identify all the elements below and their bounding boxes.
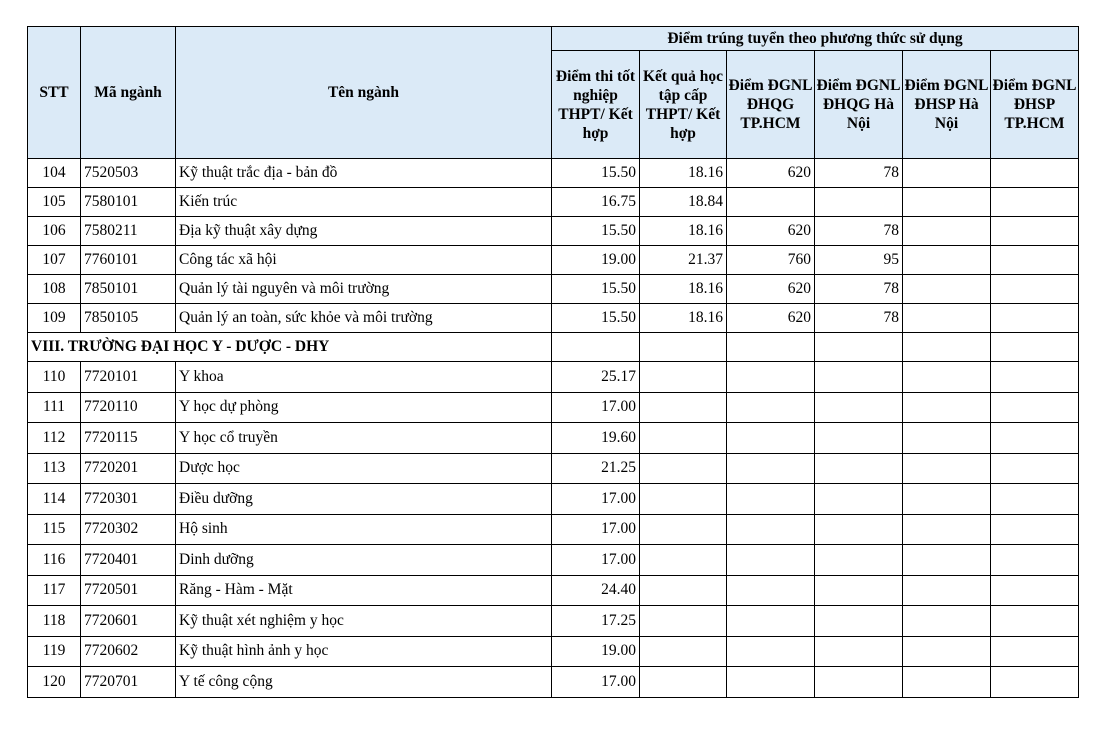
score-dgnl-hn-cell	[815, 484, 903, 515]
score-thpt-cell: 17.00	[552, 545, 640, 576]
stt-cell: 106	[28, 217, 81, 246]
table-row	[28, 275, 1079, 304]
score-dhsp-hn-cell	[903, 362, 991, 393]
stt-cell: 109	[28, 304, 81, 333]
score-dhsp-hn-cell	[903, 246, 991, 275]
score-thpt-cell: 17.00	[552, 514, 640, 545]
score-dgnl-hn-cell	[815, 362, 903, 393]
name-cell: Y học dự phòng	[176, 392, 552, 423]
score-hoc-ba-cell	[640, 545, 727, 576]
score-dhsp-hcm-cell	[991, 667, 1079, 698]
score-thpt-cell: 17.00	[552, 667, 640, 698]
empty-cell	[991, 333, 1079, 362]
name-cell: Y tế công cộng	[176, 667, 552, 698]
code-cell: 7720401	[81, 545, 176, 576]
score-hoc-ba-cell	[640, 362, 727, 393]
score-thpt-cell: 17.00	[552, 392, 640, 423]
stt-cell: 118	[28, 606, 81, 637]
table-row	[28, 545, 1079, 576]
score-dgnl-hcm-cell	[727, 667, 815, 698]
code-cell: 7720201	[81, 453, 176, 484]
table-row	[28, 246, 1079, 275]
score-dhsp-hn-cell	[903, 217, 991, 246]
score-dgnl-hn-cell	[815, 606, 903, 637]
score-dgnl-hcm-cell	[727, 392, 815, 423]
score-hoc-ba-cell: 21.37	[640, 246, 727, 275]
table-row	[28, 575, 1079, 606]
stt-cell: 114	[28, 484, 81, 515]
score-dhsp-hcm-cell	[991, 636, 1079, 667]
table-row	[28, 667, 1079, 698]
score-hoc-ba-cell	[640, 514, 727, 545]
table-row	[28, 423, 1079, 454]
header-method-group: Điểm trúng tuyển theo phương thức sử dụng	[552, 27, 1079, 51]
table-row	[28, 304, 1079, 333]
stt-cell: 116	[28, 545, 81, 576]
score-dgnl-hcm-cell: 620	[727, 304, 815, 333]
code-cell: 7720601	[81, 606, 176, 637]
name-cell: Công tác xã hội	[176, 246, 552, 275]
stt-cell: 107	[28, 246, 81, 275]
score-dhsp-hn-cell	[903, 484, 991, 515]
score-dgnl-hn-cell	[815, 636, 903, 667]
header-method-dgnl-hn: Điểm ĐGNL ĐHQG Hà Nội	[815, 51, 903, 159]
table-row	[28, 514, 1079, 545]
name-cell: Kỹ thuật xét nghiệm y học	[176, 606, 552, 637]
score-dhsp-hcm-cell	[991, 304, 1079, 333]
score-dhsp-hn-cell	[903, 392, 991, 423]
score-dhsp-hn-cell	[903, 159, 991, 188]
table-row	[28, 217, 1079, 246]
score-dhsp-hcm-cell	[991, 217, 1079, 246]
score-hoc-ba-cell: 18.16	[640, 304, 727, 333]
score-dgnl-hcm-cell	[727, 575, 815, 606]
score-dhsp-hn-cell	[903, 188, 991, 217]
header-method-thpt: Điểm thi tốt nghiệp THPT/ Kết hợp	[552, 51, 640, 159]
table-row	[28, 392, 1079, 423]
section-title: VIII. TRƯỜNG ĐẠI HỌC Y - DƯỢC - DHY	[28, 333, 552, 362]
name-cell: Địa kỹ thuật xây dựng	[176, 217, 552, 246]
score-hoc-ba-cell	[640, 423, 727, 454]
score-thpt-cell: 15.50	[552, 304, 640, 333]
score-dhsp-hn-cell	[903, 453, 991, 484]
score-dhsp-hn-cell	[903, 636, 991, 667]
score-dhsp-hcm-cell	[991, 545, 1079, 576]
score-dhsp-hcm-cell	[991, 423, 1079, 454]
score-dgnl-hn-cell	[815, 392, 903, 423]
name-cell: Dược học	[176, 453, 552, 484]
score-hoc-ba-cell: 18.84	[640, 188, 727, 217]
score-dhsp-hn-cell	[903, 575, 991, 606]
score-dhsp-hcm-cell	[991, 275, 1079, 304]
name-cell: Điều dưỡng	[176, 484, 552, 515]
score-dgnl-hcm-cell	[727, 423, 815, 454]
name-cell: Quản lý tài nguyên và môi trường	[176, 275, 552, 304]
code-cell: 7520503	[81, 159, 176, 188]
score-dgnl-hcm-cell: 620	[727, 159, 815, 188]
score-dhsp-hcm-cell	[991, 362, 1079, 393]
score-dgnl-hcm-cell: 620	[727, 217, 815, 246]
name-cell: Y học cổ truyền	[176, 423, 552, 454]
table-row	[28, 159, 1079, 188]
header-method-dhsp-hcm: Điểm ĐGNL ĐHSP TP.HCM	[991, 51, 1079, 159]
score-hoc-ba-cell	[640, 636, 727, 667]
admission-scores-table	[27, 26, 1079, 698]
score-dhsp-hcm-cell	[991, 606, 1079, 637]
score-dgnl-hn-cell: 78	[815, 304, 903, 333]
score-dgnl-hcm-cell	[727, 484, 815, 515]
score-dhsp-hn-cell	[903, 423, 991, 454]
score-dhsp-hcm-cell	[991, 159, 1079, 188]
score-thpt-cell: 24.40	[552, 575, 640, 606]
score-dgnl-hcm-cell	[727, 453, 815, 484]
score-dgnl-hn-cell	[815, 453, 903, 484]
score-dgnl-hcm-cell	[727, 188, 815, 217]
stt-cell: 113	[28, 453, 81, 484]
score-thpt-cell: 15.50	[552, 275, 640, 304]
score-hoc-ba-cell	[640, 667, 727, 698]
score-thpt-cell: 19.00	[552, 246, 640, 275]
score-thpt-cell: 19.60	[552, 423, 640, 454]
score-dhsp-hn-cell	[903, 304, 991, 333]
table-row	[28, 188, 1079, 217]
code-cell: 7720701	[81, 667, 176, 698]
name-cell: Kỹ thuật hình ảnh y học	[176, 636, 552, 667]
score-hoc-ba-cell	[640, 484, 727, 515]
score-thpt-cell: 25.17	[552, 362, 640, 393]
header-method-dgnl-hcm: Điểm ĐGNL ĐHQG TP.HCM	[727, 51, 815, 159]
score-dgnl-hcm-cell	[727, 362, 815, 393]
score-dhsp-hcm-cell	[991, 514, 1079, 545]
score-dgnl-hn-cell: 95	[815, 246, 903, 275]
code-cell: 7720302	[81, 514, 176, 545]
score-hoc-ba-cell	[640, 606, 727, 637]
stt-cell: 112	[28, 423, 81, 454]
score-dgnl-hcm-cell	[727, 636, 815, 667]
table-body	[28, 159, 1079, 698]
score-dhsp-hcm-cell	[991, 246, 1079, 275]
name-cell: Hộ sinh	[176, 514, 552, 545]
score-dhsp-hcm-cell	[991, 453, 1079, 484]
stt-cell: 117	[28, 575, 81, 606]
code-cell: 7760101	[81, 246, 176, 275]
code-cell: 7580101	[81, 188, 176, 217]
score-dgnl-hcm-cell: 620	[727, 275, 815, 304]
empty-cell	[552, 333, 640, 362]
score-hoc-ba-cell	[640, 575, 727, 606]
stt-cell: 111	[28, 392, 81, 423]
score-dhsp-hcm-cell	[991, 188, 1079, 217]
name-cell: Răng - Hàm - Mặt	[176, 575, 552, 606]
score-dgnl-hn-cell	[815, 545, 903, 576]
name-cell: Kiến trúc	[176, 188, 552, 217]
score-dgnl-hcm-cell: 760	[727, 246, 815, 275]
score-dhsp-hn-cell	[903, 667, 991, 698]
header-method-dhsp-hn: Điểm ĐGNL ĐHSP Hà Nội	[903, 51, 991, 159]
score-dgnl-hn-cell	[815, 423, 903, 454]
score-dhsp-hcm-cell	[991, 392, 1079, 423]
code-cell: 7850105	[81, 304, 176, 333]
score-thpt-cell: 16.75	[552, 188, 640, 217]
stt-cell: 110	[28, 362, 81, 393]
score-thpt-cell: 21.25	[552, 453, 640, 484]
score-dgnl-hcm-cell	[727, 606, 815, 637]
code-cell: 7580211	[81, 217, 176, 246]
empty-cell	[903, 333, 991, 362]
score-dgnl-hn-cell: 78	[815, 217, 903, 246]
table-row	[28, 484, 1079, 515]
table-row	[28, 636, 1079, 667]
table-row	[28, 362, 1079, 393]
score-dhsp-hn-cell	[903, 514, 991, 545]
score-thpt-cell: 17.00	[552, 484, 640, 515]
score-thpt-cell: 15.50	[552, 159, 640, 188]
table-row	[28, 453, 1079, 484]
code-cell: 7720501	[81, 575, 176, 606]
header-stt: STT	[28, 27, 81, 159]
stt-cell: 115	[28, 514, 81, 545]
score-hoc-ba-cell: 18.16	[640, 159, 727, 188]
code-cell: 7720301	[81, 484, 176, 515]
name-cell: Quản lý an toàn, sức khỏe và môi trường	[176, 304, 552, 333]
code-cell: 7850101	[81, 275, 176, 304]
header-code: Mã ngành	[81, 27, 176, 159]
empty-cell	[815, 333, 903, 362]
empty-cell	[727, 333, 815, 362]
score-hoc-ba-cell	[640, 453, 727, 484]
stt-cell: 120	[28, 667, 81, 698]
score-dgnl-hcm-cell	[727, 514, 815, 545]
score-dgnl-hn-cell	[815, 188, 903, 217]
code-cell: 7720110	[81, 392, 176, 423]
code-cell: 7720602	[81, 636, 176, 667]
table-row	[28, 606, 1079, 637]
score-dgnl-hn-cell	[815, 575, 903, 606]
stt-cell: 119	[28, 636, 81, 667]
score-hoc-ba-cell: 18.16	[640, 217, 727, 246]
header-method-hoc-ba: Kết quả học tập cấp THPT/ Kết hợp	[640, 51, 727, 159]
code-cell: 7720115	[81, 423, 176, 454]
score-dgnl-hn-cell: 78	[815, 275, 903, 304]
score-hoc-ba-cell: 18.16	[640, 275, 727, 304]
score-dhsp-hcm-cell	[991, 484, 1079, 515]
score-hoc-ba-cell	[640, 392, 727, 423]
empty-cell	[640, 333, 727, 362]
section-row	[28, 333, 1079, 362]
stt-cell: 105	[28, 188, 81, 217]
header-name: Tên ngành	[176, 27, 552, 159]
score-dgnl-hn-cell	[815, 667, 903, 698]
score-dhsp-hcm-cell	[991, 575, 1079, 606]
score-dgnl-hn-cell	[815, 514, 903, 545]
name-cell: Y khoa	[176, 362, 552, 393]
score-dhsp-hn-cell	[903, 545, 991, 576]
score-dgnl-hn-cell: 78	[815, 159, 903, 188]
score-dgnl-hcm-cell	[727, 545, 815, 576]
score-dhsp-hn-cell	[903, 606, 991, 637]
score-thpt-cell: 17.25	[552, 606, 640, 637]
code-cell: 7720101	[81, 362, 176, 393]
name-cell: Kỹ thuật trắc địa - bản đồ	[176, 159, 552, 188]
score-dhsp-hn-cell	[903, 275, 991, 304]
stt-cell: 104	[28, 159, 81, 188]
name-cell: Dinh dưỡng	[176, 545, 552, 576]
score-thpt-cell: 19.00	[552, 636, 640, 667]
score-thpt-cell: 15.50	[552, 217, 640, 246]
stt-cell: 108	[28, 275, 81, 304]
